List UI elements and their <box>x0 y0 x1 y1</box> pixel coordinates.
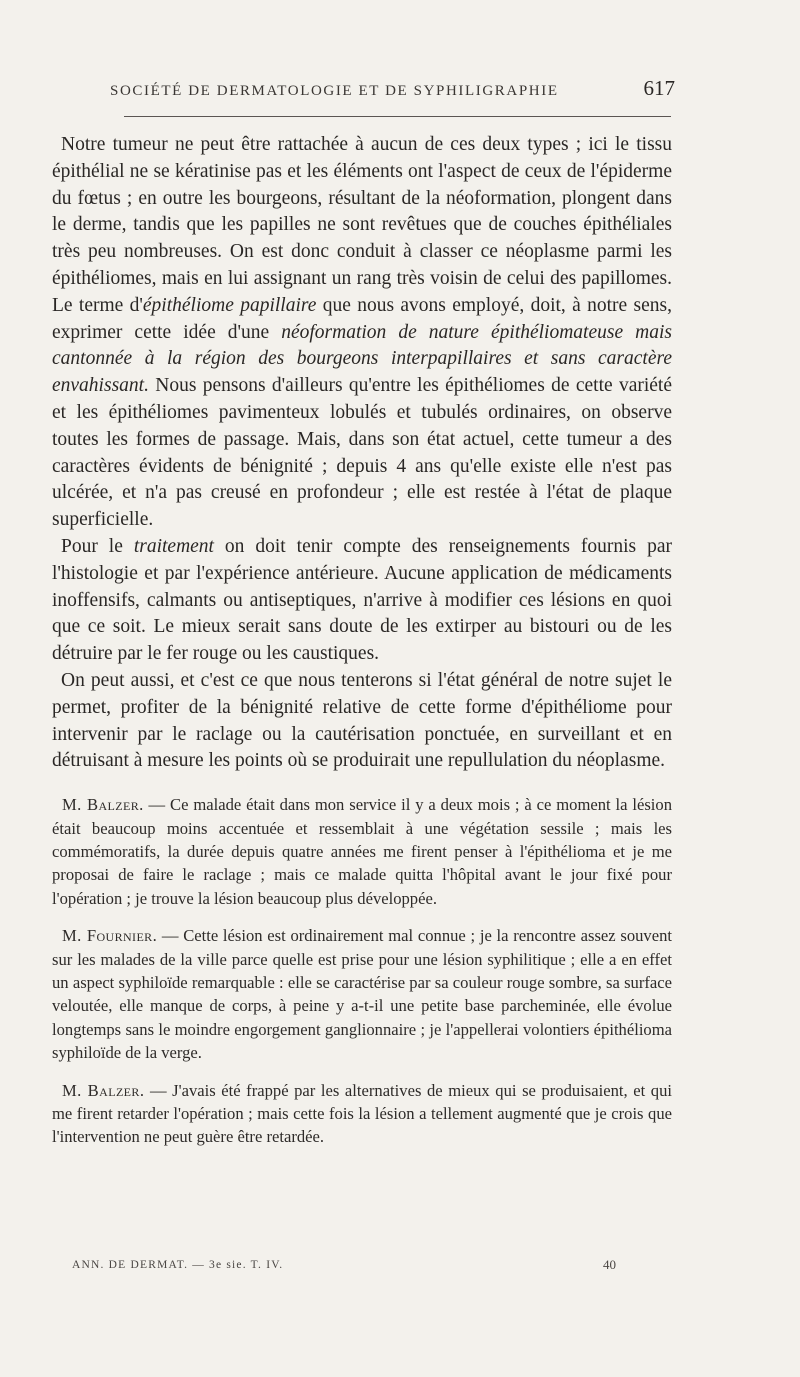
speaker-name: M. Balzer. <box>62 795 144 815</box>
footer-sheet-number: 40 <box>603 1257 616 1272</box>
paragraph-1-italic-definition: néoformation de nature épithéliomateuse mais cantonnée à la région des bourgeons interpapillaires et sans caractère envahissant. <box>52 321 672 397</box>
discussion-text: — Ce malade était dans mon service il y a deux mois ; à ce moment la lésion était beaucoup moins accentuée et ressemblait à une végétation sessile ; mais les commémoratifs, la durée depuis quatre années me firent penser à l'épithélioma et je me proposai de faire le raclage ; mais ce malade quitta l'hôpital avant le jour fixé pour l'opération ; je trouve la lésion beaucoup plus développée. <box>52 795 673 908</box>
paragraph-1-italic-term: épithéliome papillaire <box>142 294 317 316</box>
paragraph-2-italic-term: traitement <box>133 535 214 557</box>
paragraph-1-text-e: Nous pensons d'ailleurs qu'entre les épithéliomes de cette variété et les épithéliomes pavimenteux lobulés et tubulés ordinaires, on observe toutes les formes de passage. Mais, dans son état actuel, cette tumeur a des caractères évidents de bénignité ; depuis 4 ans qu'elle existe elle n'est pas ulcérée, et n'a pas creusé en profondeur ; elle est restée à l'état de plaque superficielle. <box>52 375 672 531</box>
page-header <box>110 76 675 101</box>
header-rule <box>124 116 671 117</box>
page-number: 617 <box>643 76 675 100</box>
paragraph-1-text-a: Notre tumeur ne peut être rattachée à aucun de ces deux types ; ici le tissu épithélial ne se kératinise pas et les éléments ont l'aspect de ceux de l'épiderme du fœtus ; en outre les bourgeons, résultant de la néoformation, plongent dans le derme, tandis que les papilles ne sont revêtues que de couches épithéliales très peu nombreuses. On est donc conduit à classer ce néoplasme parmi les épithéliomes, mais en lui assignant un rang très voisin de celui des papillomes. Le terme d' <box>52 134 672 316</box>
speaker-name: M. Balzer. <box>62 1080 145 1100</box>
paragraph-2 <box>52 534 672 668</box>
running-head: SOCIÉTÉ DE DERMATOLOGIE ET DE SYPHILIGRAPHIE <box>110 83 559 99</box>
paragraph-2-text-c: on doit tenir compte des renseignements fournis par l'histologie et par l'expérience antérieure. Aucune application de médicaments inoffensifs, calmants ou antiseptiques, n'arrive à modifier ces lésions en quoi que ce soit. Le mieux serait sans doute de les extirper au bistouri ou de les détruire par le fer rouge ou les caustiques. <box>52 535 672 665</box>
discussion-entry-2 <box>52 924 672 1064</box>
discussion <box>52 793 672 1149</box>
paragraph-1-text-c: que nous avons employé, doit, à notre sens, exprimer cette idée d'une <box>52 294 672 343</box>
speaker-name: M. Fournier. <box>62 926 158 946</box>
page-body <box>52 132 672 1163</box>
main-text <box>52 132 672 775</box>
discussion-text: — J'avais été frappé par les alternatives de mieux qui se produisaient, et qui me firent retarder l'opération ; mais cette fois la lésion a tellement augmenté que je crois que l'intervention ne peut guère être retardée. <box>52 1080 672 1147</box>
paragraph-2-text-a: Pour le <box>61 535 134 557</box>
footer-signature: ANN. DE DERMAT. — 3e sie. T. IV. <box>72 1259 284 1271</box>
discussion-text: — Cette lésion est ordinairement mal connue ; je la rencontre assez souvent sur les malades de la ville parce quelle est prise pour une lésion syphilitique ; elle a en effet un aspect syphiloïde remarquable : elle se caractérise par sa couleur rouge sombre, sa surface veloutée, elle manque de corps, à peine y a-t-il une petite base parcheminée, elle évolue longtemps sans le moindre engorgement ganglionnaire ; je l'appellerai volontiers épithélioma syphiloïde de la verge. <box>52 926 672 1063</box>
paragraph-3: On peut aussi, et c'est ce que nous tenterons si l'état général de notre sujet le permet, profiter de la bénignité relative de cette forme d'épithéliome pour intervenir par le raclage ou la cautérisation ponctuée, en surveillant et en détruisant à mesure les points où se produirait une repullulation du néoplasme. <box>52 669 672 772</box>
paragraph-1 <box>52 132 672 534</box>
discussion-entry-3 <box>52 1079 672 1149</box>
discussion-entry-1 <box>52 793 672 910</box>
